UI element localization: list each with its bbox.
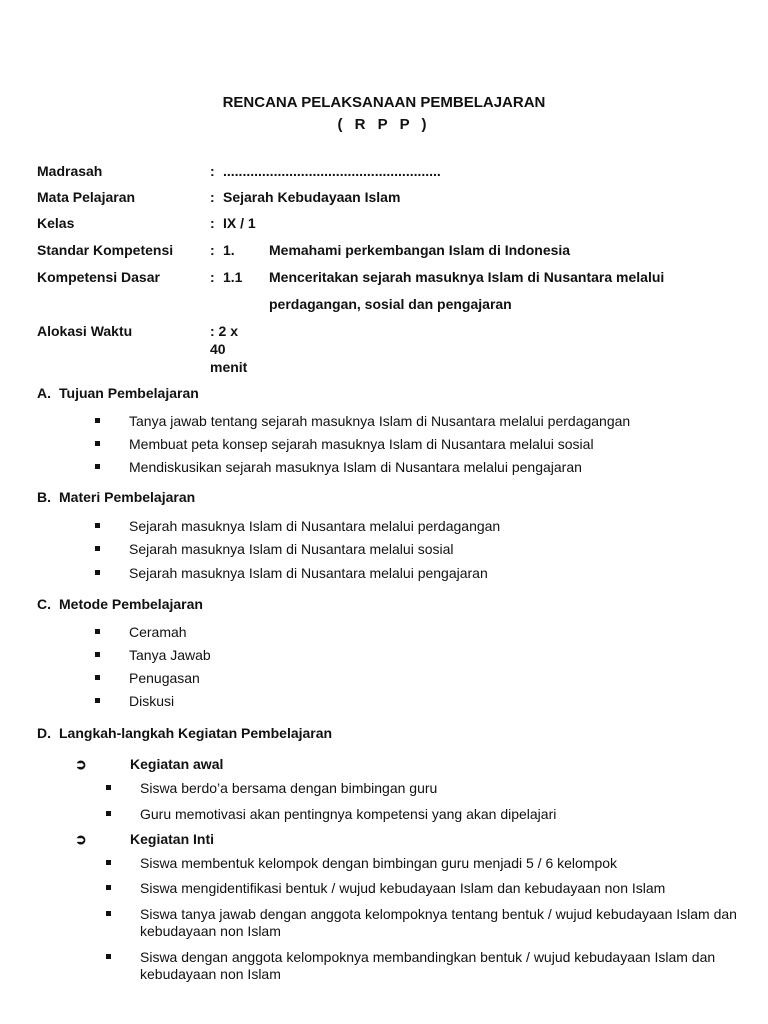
document-subtitle: ( R P P ) [337, 116, 431, 133]
bullet-icon [95, 698, 100, 703]
bullet-icon [95, 441, 100, 446]
bullet-icon [95, 675, 100, 680]
bullet-icon [95, 464, 100, 469]
section-letter: B. [37, 489, 51, 505]
kd-number: 1.1 [223, 269, 243, 285]
subsection-title: Kegiatan awal [130, 756, 224, 772]
section-title: Metode Pembelajaran [59, 596, 203, 612]
bullet-icon [106, 911, 111, 916]
bullet-icon [106, 811, 111, 816]
colon: : [210, 215, 215, 231]
colon: : [210, 242, 215, 258]
colon: : [210, 269, 215, 285]
sk-number: 1. [223, 242, 235, 258]
mapel-label: Mata Pelajaran [37, 189, 136, 205]
bullet-icon [106, 785, 111, 790]
kd-label: Kompetensi Dasar [37, 269, 160, 285]
madrasah-label: Madrasah [37, 163, 103, 179]
bullet-icon [106, 954, 111, 959]
madrasah-value: ........................................................ [223, 163, 441, 179]
section-letter: D. [37, 725, 51, 741]
section-letter: A. [37, 385, 51, 401]
sk-text: Memahami perkembangan Islam di Indonesia [269, 242, 571, 258]
document-title: RENCANA PELAKSANAAN PEMBELAJARAN [222, 94, 546, 111]
bullet-icon [106, 860, 111, 865]
bullet-icon [106, 885, 111, 890]
section-b-heading [37, 489, 195, 505]
section-title: Langkah-langkah Kegiatan Pembelajaran [59, 725, 333, 741]
mapel-value: Sejarah Kebudayaan Islam [223, 189, 401, 205]
kelas-label: Kelas [37, 215, 75, 231]
bullet-icon [95, 629, 100, 634]
bullet-icon [95, 570, 100, 575]
section-c-heading [37, 596, 203, 612]
kd-text-line1: Menceritakan sejarah masuknya Islam di Nusantara melalui [269, 269, 665, 285]
bullet-icon [95, 652, 100, 657]
waktu-value: : 2 x 40 menit [210, 323, 248, 375]
section-title: Tujuan Pembelajaran [59, 385, 199, 401]
bullet-icon [95, 546, 100, 551]
section-a-heading [37, 385, 199, 401]
waktu-label: Alokasi Waktu [37, 323, 133, 339]
section-letter: C. [37, 596, 51, 612]
bullet-icon [95, 418, 100, 423]
section-d-heading [37, 725, 332, 741]
arrow-icon: ➲ [75, 831, 87, 847]
colon: : [210, 163, 215, 179]
section-title: Materi Pembelajaran [59, 489, 196, 505]
kelas-value: IX / 1 [223, 215, 256, 231]
colon: : [210, 189, 215, 205]
subsection-title: Kegiatan Inti [130, 831, 215, 847]
arrow-icon: ➲ [75, 756, 87, 772]
sk-label: Standar Kompetensi [37, 242, 174, 258]
bullet-icon [95, 523, 100, 528]
kd-text-line2: perdagangan, sosial dan pengajaran [269, 296, 512, 312]
